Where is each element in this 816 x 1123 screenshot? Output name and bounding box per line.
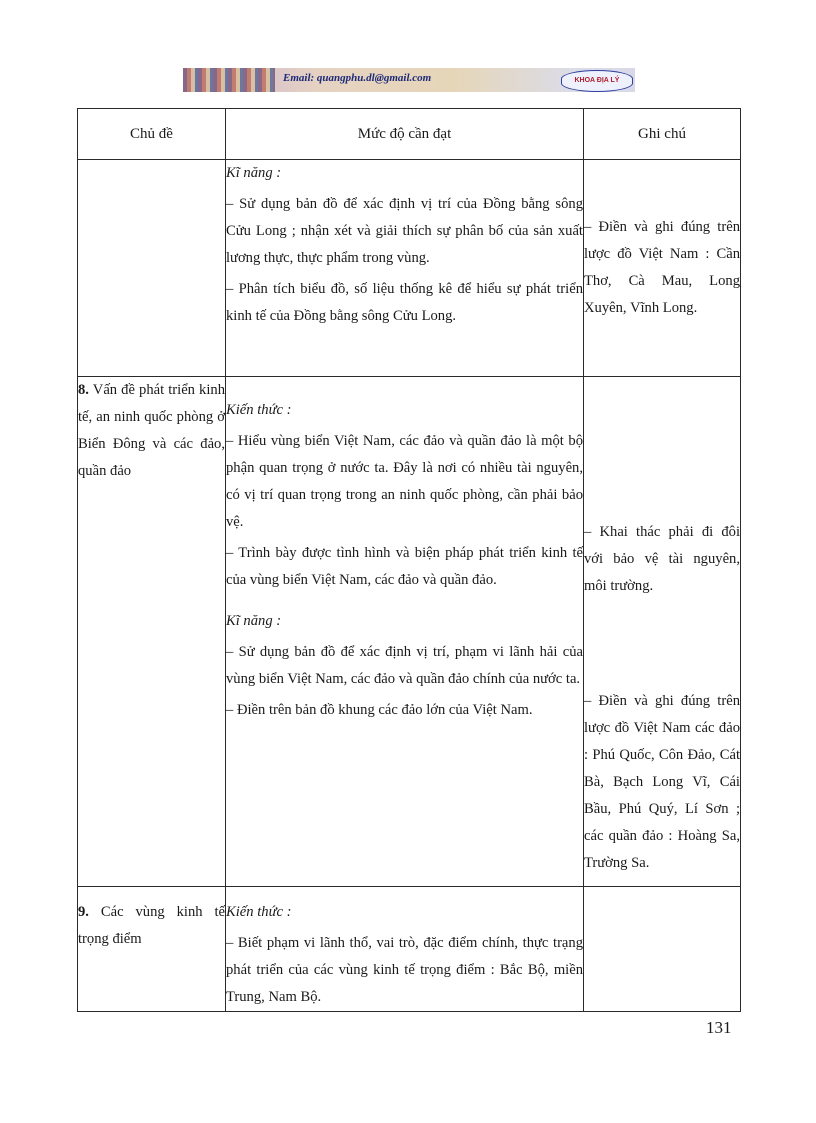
topic-title: [78, 899, 225, 953]
topic-number: 8.: [78, 382, 89, 398]
knowledge-item: – Hiểu vùng biển Việt Nam, các đảo và quần đảo là một bộ phận quan trọng ở nước ta. Đây là nơi có nhiều tài nguyên, có vị trí quan trọng trong an ninh quốc phòng, cần phải bảo vệ.: [226, 433, 583, 530]
skill-item: – Sử dụng bản đồ để xác định vị trí của Đồng bằng sông Cửu Long ; nhận xét và giải thích sự phân bố của sản xuất lương thực, thực phẩm trong vùng.: [226, 196, 583, 266]
header-topic: Chủ đề: [78, 109, 226, 160]
header-banner: [183, 68, 635, 92]
table-row: [78, 887, 741, 1012]
topic-cell: [78, 377, 226, 887]
topic-title: [78, 377, 225, 485]
table-row: [78, 160, 741, 377]
banner-photo-strip: [183, 68, 275, 92]
page-number: 131: [706, 1018, 732, 1037]
note-item: – Điền và ghi đúng trên lược đồ Việt Nam : Cần Thơ, Cà Mau, Long Xuyên, Vĩnh Long.: [584, 219, 740, 316]
content-cell: [226, 160, 584, 377]
header-email: Email: quangphu.dl@gmail.com: [283, 72, 432, 84]
table-header-row: [78, 109, 741, 160]
skills-label: Kĩ năng :: [226, 613, 282, 629]
topic-number: 9.: [78, 904, 89, 920]
skill-item: – Sử dụng bản đồ để xác định vị trí, phạm vi lãnh hải của vùng biển Việt Nam, các đảo và quần đảo chính của nước ta.: [226, 644, 583, 687]
note-cell: [584, 887, 741, 1012]
note-item: – Khai thác phải đi đôi với bảo vệ tài nguyên, môi trường.: [584, 524, 740, 594]
khoa-dia-ly-logo: KHOA ĐỊA LÝ: [561, 70, 633, 92]
table-row: [78, 377, 741, 887]
topic-text: Vấn đề phát triển kinh tế, an ninh quốc phòng ở Biển Đông và các đảo, quần đảo: [78, 382, 226, 479]
content-cell: [226, 887, 584, 1012]
note-item: – Điền và ghi đúng trên lược đồ Việt Nam các đảo : Phú Quốc, Côn Đảo, Cát Bà, Bạch Long Vĩ, Cái Bầu, Phú Quý, Lí Sơn ; các quần đảo : Hoàng Sa, Trường Sa.: [584, 693, 740, 871]
knowledge-item: – Trình bày được tình hình và biện pháp phát triển kinh tế của vùng biển Việt Nam, các đảo và quần đảo.: [226, 545, 583, 588]
header-level: Mức độ cần đạt: [226, 109, 584, 160]
note-cell: [584, 160, 741, 377]
note-cell: [584, 377, 741, 887]
content-cell: [226, 377, 584, 887]
knowledge-label: Kiến thức :: [226, 402, 292, 418]
skill-item: – Điền trên bản đồ khung các đảo lớn của Việt Nam.: [226, 702, 533, 718]
curriculum-table: [77, 108, 741, 1012]
topic-text: Các vùng kinh tế trọng điểm: [78, 904, 225, 947]
header-notes: Ghi chú: [584, 109, 741, 160]
knowledge-item: – Biết phạm vi lãnh thổ, vai trò, đặc điểm chính, thực trạng phát triển của các vùng kinh tế trọng điểm : Bắc Bộ, miền Trung, Nam Bộ.: [226, 935, 583, 1005]
skills-label: Kĩ năng :: [226, 165, 282, 181]
topic-cell: [78, 160, 226, 377]
topic-cell: [78, 887, 226, 1012]
skill-item: – Phân tích biểu đồ, số liệu thống kê để hiểu sự phát triển kinh tế của Đồng bằng sông Cửu Long.: [226, 281, 583, 324]
knowledge-label: Kiến thức :: [226, 904, 292, 920]
